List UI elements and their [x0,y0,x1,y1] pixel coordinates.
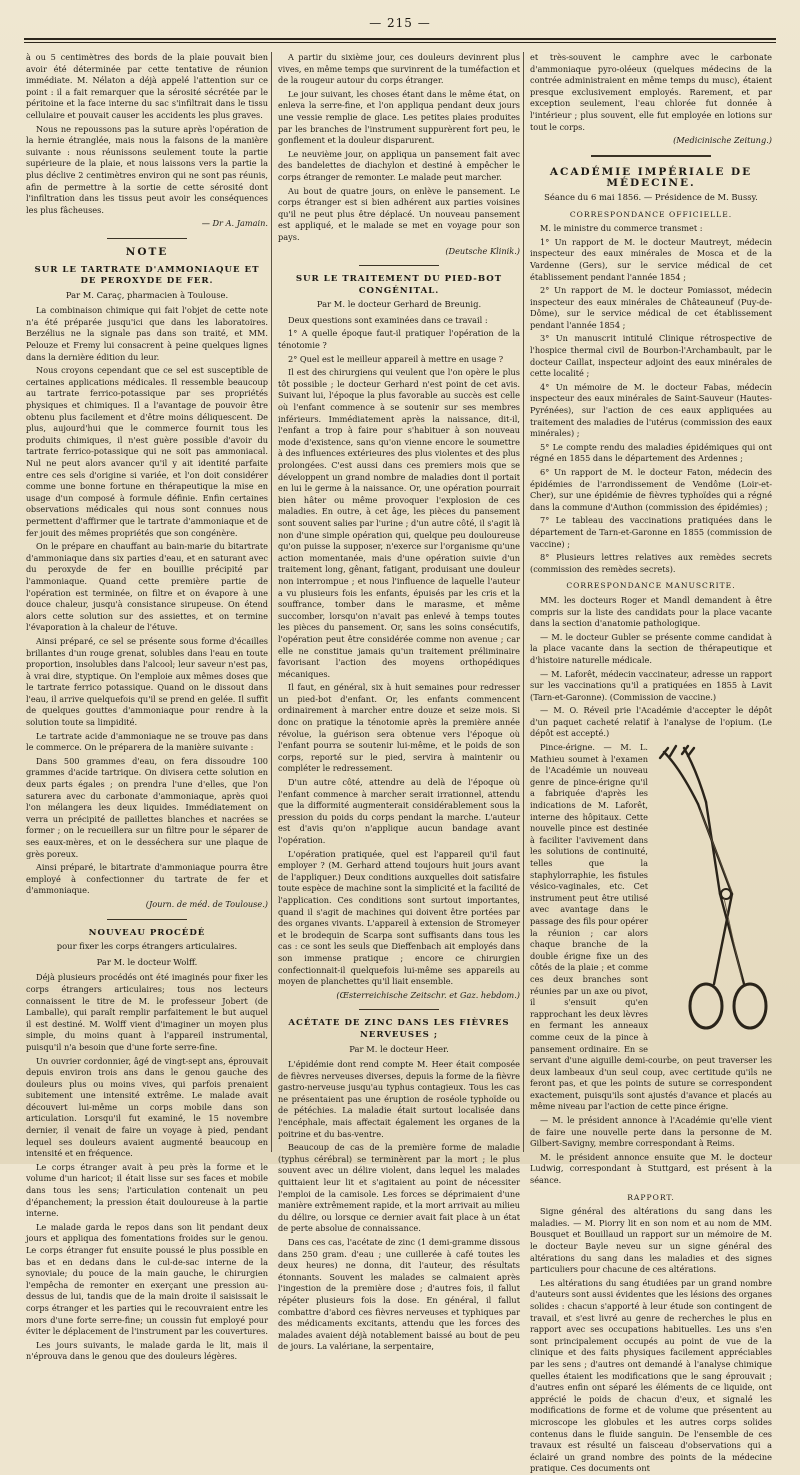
session-line: Séance du 6 mai 1856. — Présidence de M. Bussy. [544,191,758,202]
paragraph: Pince-érigne. — M. L. Mathieu soumet à l'examen de l'Académie un nouveau genre de pince-érigne qu'il a fabriquée d'après les indications de M. Laforêt, interne des hôpitaux. Cette nouvelle pince est destinée à faciliter l'avivement dans les solutions de continuité, telles que la staphylorraphie, les fistules vésico-vaginales, etc. Cet instrument peut être utilisé avec avantage dans le passage des fils pour opérer la réunion ; car alors chaque branche de la double érigne fixe un des côtés de la plaie ; et comme ces deux branches sont réunies par un axe ou pivot, il s'ensuit qu'en rapprochant les deux lèvres en fermant les anneaux comme ceux de la pince à pansement ordinaire. En se servant d'une aiguille demi-courbe, on peut traverser les deux lambeaux d'un seul coup, avec certitude qu'ils ne feront pas, et que les points de suture se correspondent exactement, puisqu'ils sont ajustés d'avance et placés au même niveau par l'action de cette pince érigne. [530,742,772,1112]
paragraph: L'opération pratiquée, quel est l'appareil qu'il faut employer ? (M. Gerhard attend toujours huit jours avant de l'appliquer.) Deux conditions auxquelles doit satisfaire toute espèce de machine sont la simplicité et la facilité de l'application. Ces conditions sont surtout importantes, quand il s'agit de machines qui doivent être portées par des organes vivants. L'appareil à extension de Stromeyer et le brodequin de Scarpa sont suffisants dans tous les cas : ce sont les seuls que Dieffenbach ait employés dans son immense pratique ; encore ce chirurgien confectionnait-il quelquefois lui-même ses appareils au moyen de planchettes qu'il liait ensemble. [278,848,520,987]
paragraph: Dans 500 grammes d'eau, on fera dissoudre 100 grammes d'acide tartrique. On divisera cette solution en deux parts égales ; on prendra l'une d'elles, que l'on saturera avec du carbonate d'ammoniaque, après quoi l'on mélangera les deux liquides. Immédiatement on verra un précipité de paillettes blanches et nacrées se former ; on le recueillera sur un filtre pour le séparer de ses eaux-mères, et on le desséchera sur une plaque de grès poreux. [26,755,268,859]
separator [107,238,187,239]
article-subtitle: SUR LE TARTRATE D'AMMONIAQUE ET DE PEROXYDE DE FER. [34,264,260,287]
paragraph: Les jours suivants, le malade garda le lit, mais il n'éprouva dans le genou que des douleurs légères. [26,1339,268,1362]
paragraph: MM. les docteurs Roger et Mandl demandent à être compris sur la liste des candidats pour la place vacante dans la section d'anatomie pathologique. [530,594,772,629]
article-author: Par M. Caraç, pharmacien à Toulouse. [65,289,229,300]
paragraph: D'un autre côté, attendre au delà de l'époque où l'enfant commence à marcher serait irrationnel, attendu que la difformité augmenterait considérablement sous la pression du poids du corps pendant la marche. L'auteur est d'avis qu'on n'applique aucun bandage avant l'opération. [278,777,520,845]
source-citation: (Journ. de méd. de Toulouse.) [145,898,268,909]
paragraph: A partir du sixième jour, ces douleurs devinrent plus vives, en même temps que survinrent de la tuméfaction et de la rougeur autour du corps étranger. [278,52,520,86]
paragraph: Au bout de quatre jours, on enlève le pansement. Le corps étranger est si bien adhérent aux parties voisines qu'il ne peut plus être déplacé. Un nouveau pansement est appliqué, et le malade se met en voyage pour son pays. [278,185,520,242]
paragraph: M. le ministre du commerce transmet : [540,223,703,234]
paragraph: Les altérations du sang étudiées par un grand nombre d'auteurs sont aussi évidentes que les lésions des organes solides : chacun s'apporté à leur étude son contingent de travail, et s'est livré au genre de recherches le plus en rapport avec ses occupations habituelles. Les uns s'en sont principalement occupés au point de vue de la clinique et des faits physiques facilement appréciables par les sens ; d'autres ont demandé à l'analyse chimique quelles étaient les modifications que le sang éprouvait ; d'autres enfin ont séparé les éléments de ce liquide, ont apprécié le poids de chacun d'eux, et signalé les modifications de forme et de volume que présentent au microscope les globules et les autres corps solides contenus dans le fluide sanguin. De l'ensemble de ces travaux est résulté un faisceau d'observations qui a éclairé un grand nombre des points de la médecine pratique. Ces documents ont [530,1277,772,1474]
paragraph: Nous croyons cependant que ce sel est susceptible de certaines applications médicales. Il ressemble beaucoup au tartrate ferrico-potassique par ses propriétés physiques et chimiques. Il a l'avantage de pouvoir être obtenu plus facilement et d'être moins déliquescent. De plus, aujourd'hui que le commerce fournit tous les produits chimiques, il n'est guère possible d'avoir du tartrate ferrico-potassique qui ne soit pas ammoniacal. Nul ne peut alors avancer qu'il y ait identité parfaite entre ces sels d'origine si variée, et l'on doit considérer comme une bonne fortune en thérapeutique la mise en usage d'un composé à formule définie. Enfin certaines observations médicales qui nous sont connues nous permettent d'affirmer que le tartrate d'ammoniaque et de fer jouit des mêmes propriétés que son congénère. [26,365,268,538]
paragraph: Le neuvième jour, on appliqua un pansement fait avec des bandelettes de diachylon et destiné à empêcher le corps étranger de remonter. Le malade peut marcher. [278,148,520,182]
paragraph: La combinaison chimique qui fait l'objet de cette note n'a été préparée jusqu'ici que dans les laboratoires. Berzélius ne la signale pas dans son traité, et MM. Pelouze et Fremy lui consacrent à peine quelques lignes dans la dernière édition du leur. [26,305,268,362]
subsection-heading: RAPPORT. [627,1192,675,1202]
source-citation: (Medicinische Zeitung.) [673,135,772,146]
list-item: 6° Un rapport de M. le docteur Faton, médecin des épidémies de l'arrondissement de Vendôme (Loir-et-Cher), sur une épidémie de fièvres typhoïdes qui a régné dans la commune d'Authon (commission des épidémies) ; [530,467,772,512]
paragraph: à ou 5 centimètres des bords de la plaie pouvait bien avoir été déterminée par cette tentative de réunion immédiate. M. Nélaton a déjà appelé l'attention sur ce point : il a fait remarquer que la sérosité sécrétée par le péritoine et la face interne du sac s'infiltrait dans le tissu cellulaire et pouvait causer les accidents les plus graves. [26,52,268,120]
top-rule-thin [24,42,776,43]
separator [107,919,187,920]
list-item: 4° Un mémoire de M. le docteur Fabas, médecin inspecteur des eaux minérales de Saint-Sauveur (Hautes-Pyrénées), sur l'action de ces eaux appliquées au traitement des maladies de l'utérus (commission des eaux minérales) ; [530,381,772,439]
article-title: NOUVEAU PROCÉDÉ [88,927,206,938]
list-item: 2° Un rapport de M. le docteur Pomiassot, médecin inspecteur des eaux minérales de Châteauneuf (Puy-de-Dôme), sur le service médical de cet établissement pendant l'année 1854 ; [530,285,772,330]
paragraph: Le corps étranger avait à peu près la forme et le volume d'un haricot; il était lisse sur ses faces et mobile dans tous les sens; l'articulation contenait un peu d'épanchement; la pression était douloureuse à la partie interne. [26,1161,268,1219]
article-author: Par M. le docteur Wolff. [96,956,198,967]
separator [359,1009,439,1010]
column-divider-1 [271,52,272,1152]
paragraph: On le prépare en chauffant au bain-marie du bitartrate d'ammoniaque dans six parties d'eau, et en saturant avec du peroxyde de fer en bouillie précipité par l'ammoniaque. Quand cette première partie de l'opération est terminée, on filtre et on évapore à une douce chaleur, jusqu'à consistance sirupeuse. On étend alors cette solution sur des assiettes, et on termine l'évaporation à la chaleur de l'étuve. [26,541,268,633]
list-item: 5° Le compte rendu des maladies épidémiques qui ont régné en 1855 dans le département des Ardennes ; [530,441,772,464]
list-item: 1° Un rapport de M. le docteur Mautreyt, médecin inspecteur des eaux minérales de Mosca et de la Vardenne (Gers), sur le service médical de cet établissement pendant l'année 1854 ; [530,236,772,282]
source-citation: (Deutsche Klinik.) [445,245,520,256]
paragraph: — M. Laforêt, médecin vaccinateur, adresse un rapport sur les vaccinations qu'il a pratiquées en 1855 à Lavit (Tarn-et-Garonne). (Commission de vaccine.) [530,668,772,702]
paragraph: Il faut, en général, six à huit semaines pour redresser un pied-bot d'enfant. Or, les enfants commencent ordinairement à marcher entre douze et seize mois. Si donc on pratique la ténotomie après la première année révolue, la guérison sera obtenue vers l'époque où l'enfant pourra se soutenir lui-même, et le poids de son corps, reporté sur le pied, servira à maintenir ou compléter le redressement. [278,682,520,774]
list-item: 3° Un manuscrit intitulé Clinique rétrospective de l'hospice thermal civil de Bourbon-l'Archambault, par le docteur Caillat, inspecteur adjoint des eaux minérales de cette localité ; [530,333,772,379]
paragraph: — M. le docteur Gubler se présente comme candidat à la place vacante dans la section de thérapeutique et d'histoire naturelle médicale. [530,631,772,665]
section-title: ACADÉMIE IMPÉRIALE DE MÉDECINE. [549,165,753,190]
separator [359,265,439,266]
paragraph: Déjà plusieurs procédés ont été imaginés pour fixer les corps étrangers articulaires; tous nos lecteurs connaissent le titre de M. le professeur Jobert (de Lamballe), qui paraît remplir parfaitement le but auquel il est destiné. M. Wolff vient d'imaginer un moyen plus simple, du moins quant à l'appareil instrumental, puisqu'il n'a besoin que d'une forte serre-fine. [26,972,268,1052]
column-1 [26,52,268,1362]
paragraph: 2° Quel est le meilleur appareil à mettre en usage ? [288,353,504,364]
paragraph: et très-souvent le camphre avec le carbonate d'ammoniaque pyro-oléeux (quelques médecins de la contrée administraient en même temps du musc), étaient presque exclusivement employés. Rarement, et par exception seulement, l'eau chlorée fut donnée à l'intérieur ; plus souvent, elle fut employée en lotions sur tout le corps. [530,52,772,132]
article-title: ACÉTATE DE ZINC DANS LES FIÈVRES NERVEUSES ; [288,1018,510,1040]
paragraph: Le jour suivant, les choses étant dans le même état, on enleva la serre-fine, et l'on appliqua pendant deux jours une vessie remplie de glace. Les petites plaies produites par les branches de l'instrument suppurèrent fort peu, le gonflement et la douleur disparurent. [278,88,520,146]
subsection-heading: CORRESPONDANCE MANUSCRITE. [566,581,736,591]
paragraph: — M. le président annonce à l'Académie qu'elle vient de faire une nouvelle perte dans la personne de M. Gilbert-Savigny, membre correspondant à Reims. [530,1115,772,1149]
subsection-heading: CORRESPONDANCE OFFICIELLE. [569,209,733,219]
column-divider-2 [523,52,524,1152]
paragraph: Deux questions sont examinées dans ce travail : [288,314,488,325]
article-author: Par M. le docteur Heer. [349,1043,449,1054]
top-rule [24,38,776,40]
paragraph: Le tartrate acide d'ammoniaque ne se trouve pas dans le commerce. On le préparera de la manière suivante : [26,730,268,753]
paragraph: Le malade garda le repos dans son lit pendant deux jours et appliqua des fomentations froides sur le genou. Le corps étranger fut ensuite poussé le plus possible en bas et en dedans dans le cul-de-sac interne de la synoviale; du pouce de la main gauche, le chirurgien l'empêcha de remonter en exerçant une pression au-dessus de lui, tandis que de la main droite il saisissait le corps étranger et les parties qui le recouvraient entre les mors d'une forte serre-fine; un coussin fut employé pour éviter le déplacement de l'instrument par les couvertures. [26,1221,268,1337]
paragraph: Un ouvrier cordonnier, âgé de vingt-sept ans, éprouvait depuis environ trois ans dans le genou gauche des douleurs plus ou moins vives, qui parfois prenaient subitement une intensité extrême. Le malade avait découvert lui-même un corps mobile dans son articulation. Lorsqu'il fut examiné, le 15 novembre dernier, il venait de faire un voyage à pied, pendant lequel ses douleurs avaient augmenté beaucoup en intensité et en fréquence. [26,1055,268,1159]
article-author: Par M. le docteur Gerhard de Breunig. [316,299,482,310]
paragraph: Dans ces cas, l'acétate de zinc (1 demi-gramme dissous dans 250 gram. d'eau ; une cuillerée à café toutes les deux heures) ne donna, dit l'auteur, des résultats étonnants. Souvent les malades se calmaient après l'ingestion de la première dose ; d'autres fois, il fallut répéter plusieurs fois la dose. En général, il fallut combattre d'abord ces fièvres nerveuses et typhiques par des médicaments excitants, attendu que les forces des malades avaient déjà notablement baissé au bout de peu de jours. La valériane, la serpentaire, [278,1237,520,1352]
list-item: 7° Le tableau des vaccinations pratiquées dans le département de Tarn-et-Garonne en 1855 (commission de vaccine) ; [530,515,772,549]
paragraph: Beaucoup de cas de la première forme de maladie (typhus cérébral) se terminèrent par la mort ; le plus souvent avec un délire violent, dans lequel les malades quittaient leur lit et s'agitaient au point de nécessiter l'emploi de la camisole. Les forces se déprimaient d'une manière extrêmement rapide, et la mort arrivait au milieu du délire, ou lorsque ce dernier avait fait place à un état de perte absolue de connaissance. [278,1142,520,1234]
paragraph: Ainsi préparé, ce sel se présente sous forme d'écailles brillantes d'un rouge grenat, solubles dans l'eau en toute proportion, insolubles dans l'alcool; leur saveur n'est pas, à vrai dire, styptique. On l'emploie aux mêmes doses que le tartrate ferrico potassique. Quand on le dissout dans l'eau, il arrive quelquefois qu'il se prend en gelée. Il suffit de quelques gouttes d'ammoniaque pour rendre à la solution toute sa limpidité. [26,635,268,728]
forceps-icon [654,744,772,1040]
paragraph: Ainsi préparé, le bitartrate d'ammoniaque pourra être employé à confectionner du tartrate de fer et d'ammoniaque. [26,862,268,896]
paragraph: Signe général des altérations du sang dans les maladies. — M. Piorry lit en son nom et au nom de MM. Bousquet et Bouillaud un rapport sur un mémoire de M. le docteur Bayle neveu sur un signe général des altérations du sang dans les maladies et des signes particuliers pour chacune de ces altérations. [530,1206,772,1275]
paragraph: Nous ne repoussons pas la suture après l'opération de la hernie étranglée, mais nous la faisons de la manière suivante : nous réunissons seulement toute la partie supérieure de la plaie, et nous laissons vers la partie la plus déclive 2 centimètres environ qui ne sont pas réunis, afin de permettre à la sortie de cette sérosité dont l'infiltration dans les tissus peut avoir les conséquences les plus fâcheuses. [26,123,268,215]
paragraph: Il est des chirurgiens qui veulent que l'on opère le plus tôt possible ; le docteur Gerhard n'est point de cet avis. Suivant lui, l'époque la plus favorable au succès est celle où l'enfant commence à se soutenir sur ses membres inférieurs. Immédiatement après la naissance, dit-il, l'enfant a trop à faire pour s'habituer à son nouveau mode d'existence, sans qu'on vienne encore le soumettre à des influences extérieures des plus violentes et des plus prolongées. C'est aussi dans ces premiers mois que se développent un grand nombre de maladies dont il portait en lui le germe à la naissance. Or, une opération pourrait bien hâter ou même provoquer l'explosion de ces maladies. En outre, à cet âge, les pièces du pansement sont souvent salies par l'urine ; d'un autre côté, il s'agit là non d'une simple opération qui, quelque peu douloureuse qu'on puisse la supposer, n'exerce sur l'organisme qu'une action momentanée, mais d'une opération suivie d'un traitement long, gênant, fatigant, produisant une douleur non interrompue ; et nous l'influence de laquelle l'auteur a vu plusieurs fois les enfants, épuisés par les cris et la souffrance, tomber dans le marasme, et même succomber, lorsqu'on n'avait pas enlevé à temps toutes les pièces du pansement. Or, sans les soins consécutifs, l'opération peut être considérée comme non avenue ; car elle ne constitue jamais qu'un traitement préliminaire favorisant l'action des moyens orthopédiques mécaniques. [278,367,520,679]
article-subtitle: pour fixer les corps étrangers articulaires. [56,941,238,952]
paragraph: — M. O. Réveil prie l'Académie d'accepter le dépôt d'un paquet cacheté relatif à l'analyse de l'opium. (Le dépôt est accepté.) [530,705,772,739]
paragraph: L'épidémie dont rend compte M. Heer était composée de fièvres nerveuses diverses, depuis la forme de la fièvre gastro-nerveuse jusqu'au typhus contagieux. Tous les cas ne présentaient pas une éruption de roséole typhoïde ou de pétéchies. La maladie était surtout localisée dans l'encéphale, mais affectait également les organes de la poitrine et du bas-ventre. [278,1059,520,1139]
separator [591,155,711,159]
column-3 [530,52,772,1474]
paragraph: M. le président annonce ensuite que M. le docteur Ludwig, correspondant à Stuttgard, est présent à la séance. [530,1151,772,1186]
source-citation: (Œsterreichische Zeitschr. et Gaz. hebdom.) [336,989,520,1000]
article-title: SUR LE TRAITEMENT DU PIED-BOT CONGÉNITAL. [295,274,503,296]
list-item: 8° Plusieurs lettres relatives aux remèdes secrets (commission des remèdes secrets). [530,552,772,574]
paragraph: 1° A quelle époque faut-il pratiquer l'opération de la ténotomie ? [278,328,520,351]
page-number: — 215 — [369,16,431,30]
signature: — Dr A. Jamain. [201,218,268,229]
pince-erigne-illustration [654,744,772,1040]
column-2 [278,52,520,1352]
article-title: NOTE [125,245,169,258]
